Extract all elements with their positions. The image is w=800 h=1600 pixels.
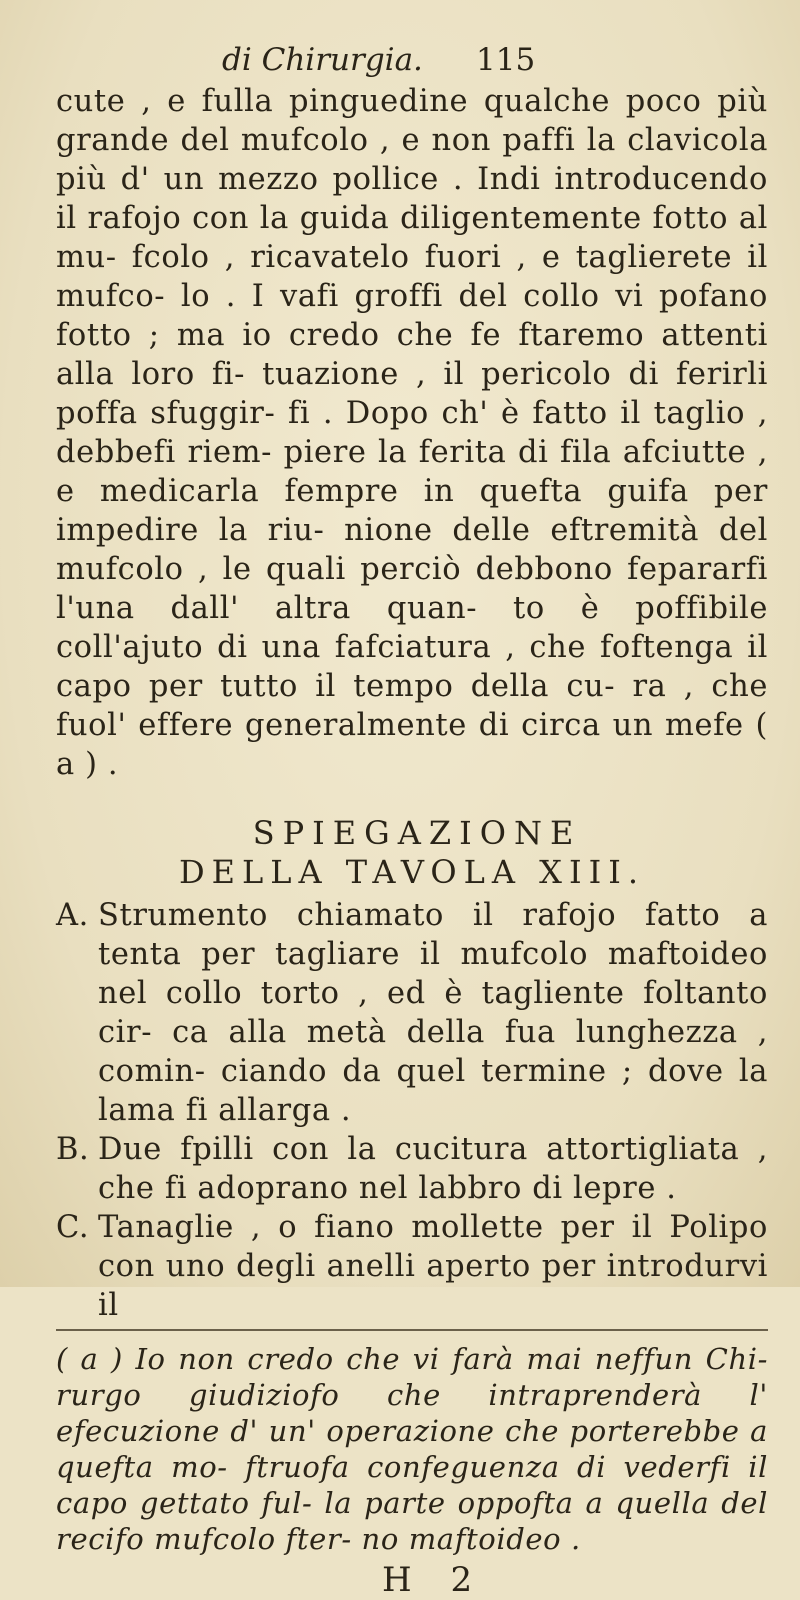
page-header — [0, 42, 800, 82]
item-text: Due fpilli con la cucitura attortigliata , che fi adoprano nel labbro di lepre . — [98, 1132, 768, 1206]
signature-mark: H 2 — [382, 1560, 487, 1600]
page-body — [56, 82, 768, 1600]
section-subtitle: DELLA TAVOLA XIII. — [178, 853, 646, 891]
page-number: 115 — [476, 42, 536, 78]
item-label: B. — [56, 1132, 90, 1167]
item-label: A. — [56, 898, 89, 933]
item-text: Tanaglie , o fiano mollette per il Polipo con uno degli anelli aperto per introdurvi il — [98, 1210, 768, 1323]
main-paragraph: cute , e fulla pinguedine qualche poco più grande del mufcolo , e non paffi la clavicola più d' un mezzo pollice . Indi introducendo il rafojo con la guida diligentemente fotto al mu- fcolo , ricavatelo fuori , e taglierete il mufco- lo . I vafi groffi del collo vi pofano fotto ; ma io credo che fe ftaremo attenti alla loro fi- tuazione , il pericolo di ferirli poffa sfuggir- fi . Dopo ch' è fatto il taglio , debbefi riem- piere la ferita di fila afciutte , e medicarla fempre in quefta guifa per impedire la riu- nione delle eftremità del mufcolo , le quali perciò debbono fepararfi l'una dall' altra quan- to è poffibile coll'ajuto di una fafciatura , che foftenga il capo per tutto il tempo della cu- ra , che fuol' effere generalmente di circa un mefe ( a ) . — [56, 84, 768, 782]
section-title: SPIEGAZIONE — [252, 814, 582, 852]
footnote-rule — [56, 1329, 768, 1331]
plate-explanation-list — [56, 896, 768, 1325]
list-item — [56, 1208, 768, 1325]
item-text: Strumento chiamato il rafojo fatto a tenta per tagliare il mufcolo maftoideo nel collo torto , ed è tagliente foltanto cir- ca alla metà della fua lunghezza , comin- ciando da quel termine ; dove la lama fi allarga . — [98, 898, 768, 1128]
list-item — [56, 1130, 768, 1208]
list-item — [56, 896, 768, 1130]
running-title: di Chirurgia. — [222, 42, 423, 78]
footnote: ( a ) Io non credo che vi farà mai neffun Chi- rurgo giudiziofo che intraprenderà l' efecuzione d' un' operazione che porterebbe a quefta mo- ftruofa confeguenza di vederfi il capo gettato ful- la parte oppofta a quella del recifo mufcolo fter- no maftoideo . — [56, 1342, 768, 1556]
item-label: C. — [56, 1210, 90, 1245]
